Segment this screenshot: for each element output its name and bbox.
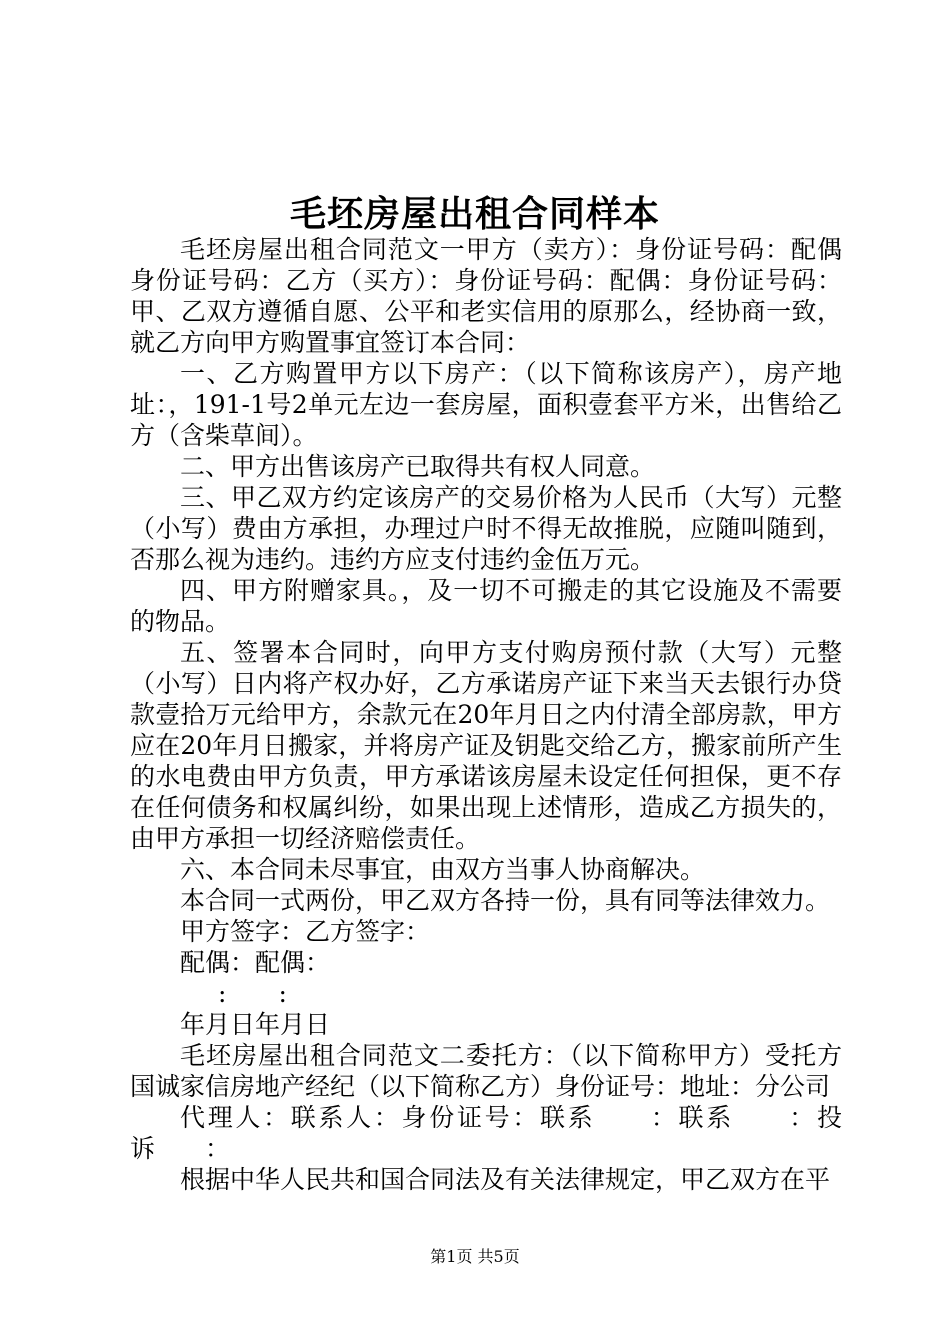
paragraph-legal-basis: 根据中华人民共和国合同法及有关法律规定，甲乙双方在平 <box>180 1165 831 1194</box>
paragraph-clause-5: 五、签署本合同时，向甲方支付购房预付款（大写）元整（小写）日内将产权办好，乙方承诺房产证下来当天去银行办贷款壹拾万元给甲方，余款元在20年月日之内付清全部房款，甲方应在20年月日搬家，并将房产证及钥匙交给乙方，搬家前所产生的水电费由甲方负责，甲方承诺该房屋未设定任何担保，更不存在任何债务和权属纠纷，如果出现上述情形，造成乙方损失的，由甲方承担一切经济赔偿责任。 <box>130 638 842 853</box>
colon-right: : <box>278 979 287 1008</box>
paragraph-copies: 本合同一式两份，甲乙双方各持一份，具有同等法律效力。 <box>180 886 831 915</box>
signature-colons <box>130 978 842 1009</box>
paragraph-sample-2-intro: 毛坯房屋出租合同范文二委托方：（以下简称甲方）受托方国诚家信房地产经纪（以下简称乙方）身份证号：地址：分公司 <box>130 1041 842 1101</box>
document-title: 毛坯房屋出租合同样本 <box>289 193 660 235</box>
paragraph-clause-3: 三、甲乙双方约定该房产的交易价格为人民币（大写）元整（小写）费由方承担，办理过户时不得无故推脱，应随叫随到，否那么视为违约。违约方应支付违约金伍万元。 <box>130 483 842 574</box>
date-line: 年月日年月日 <box>180 1010 331 1039</box>
paragraph-intro: 毛坯房屋出租合同范文一甲方（卖方）：身份证号码：配偶身份证号码：乙方（买方）：身份证号码：配偶：身份证号码：甲、乙双方遵循自愿、公平和老实信用的原那么，经协商一致，就乙方向甲方购置事宜签订本合同： <box>130 235 842 357</box>
page-number: 第1页 共5页 <box>430 1247 520 1266</box>
paragraph-clause-1: 一、乙方购置甲方以下房产：（以下简称该房产），房产地址：，191-1号2单元左边一套房屋，面积壹套平方米，出售给乙方（含柴草间）。 <box>130 359 842 450</box>
spouse-line: 配偶：配偶： <box>180 948 331 977</box>
paragraph-agent-contact: 代理人：联系人：身份证号：联系 ：联系 ：投诉 ： <box>130 1103 842 1163</box>
paragraph-clause-6: 六、本合同未尽事宜，由双方当事人协商解决。 <box>180 855 706 884</box>
document-body <box>130 234 842 1195</box>
paragraph-clause-4: 四、甲方附赠家具。，及一切不可搬走的其它设施及不需要的物品。 <box>130 576 842 636</box>
paragraph-clause-2: 二、甲方出售该房产已取得共有权人同意。 <box>180 452 656 481</box>
colon-left: : <box>218 979 227 1008</box>
signature-line: 甲方签字：乙方签字： <box>180 917 431 946</box>
